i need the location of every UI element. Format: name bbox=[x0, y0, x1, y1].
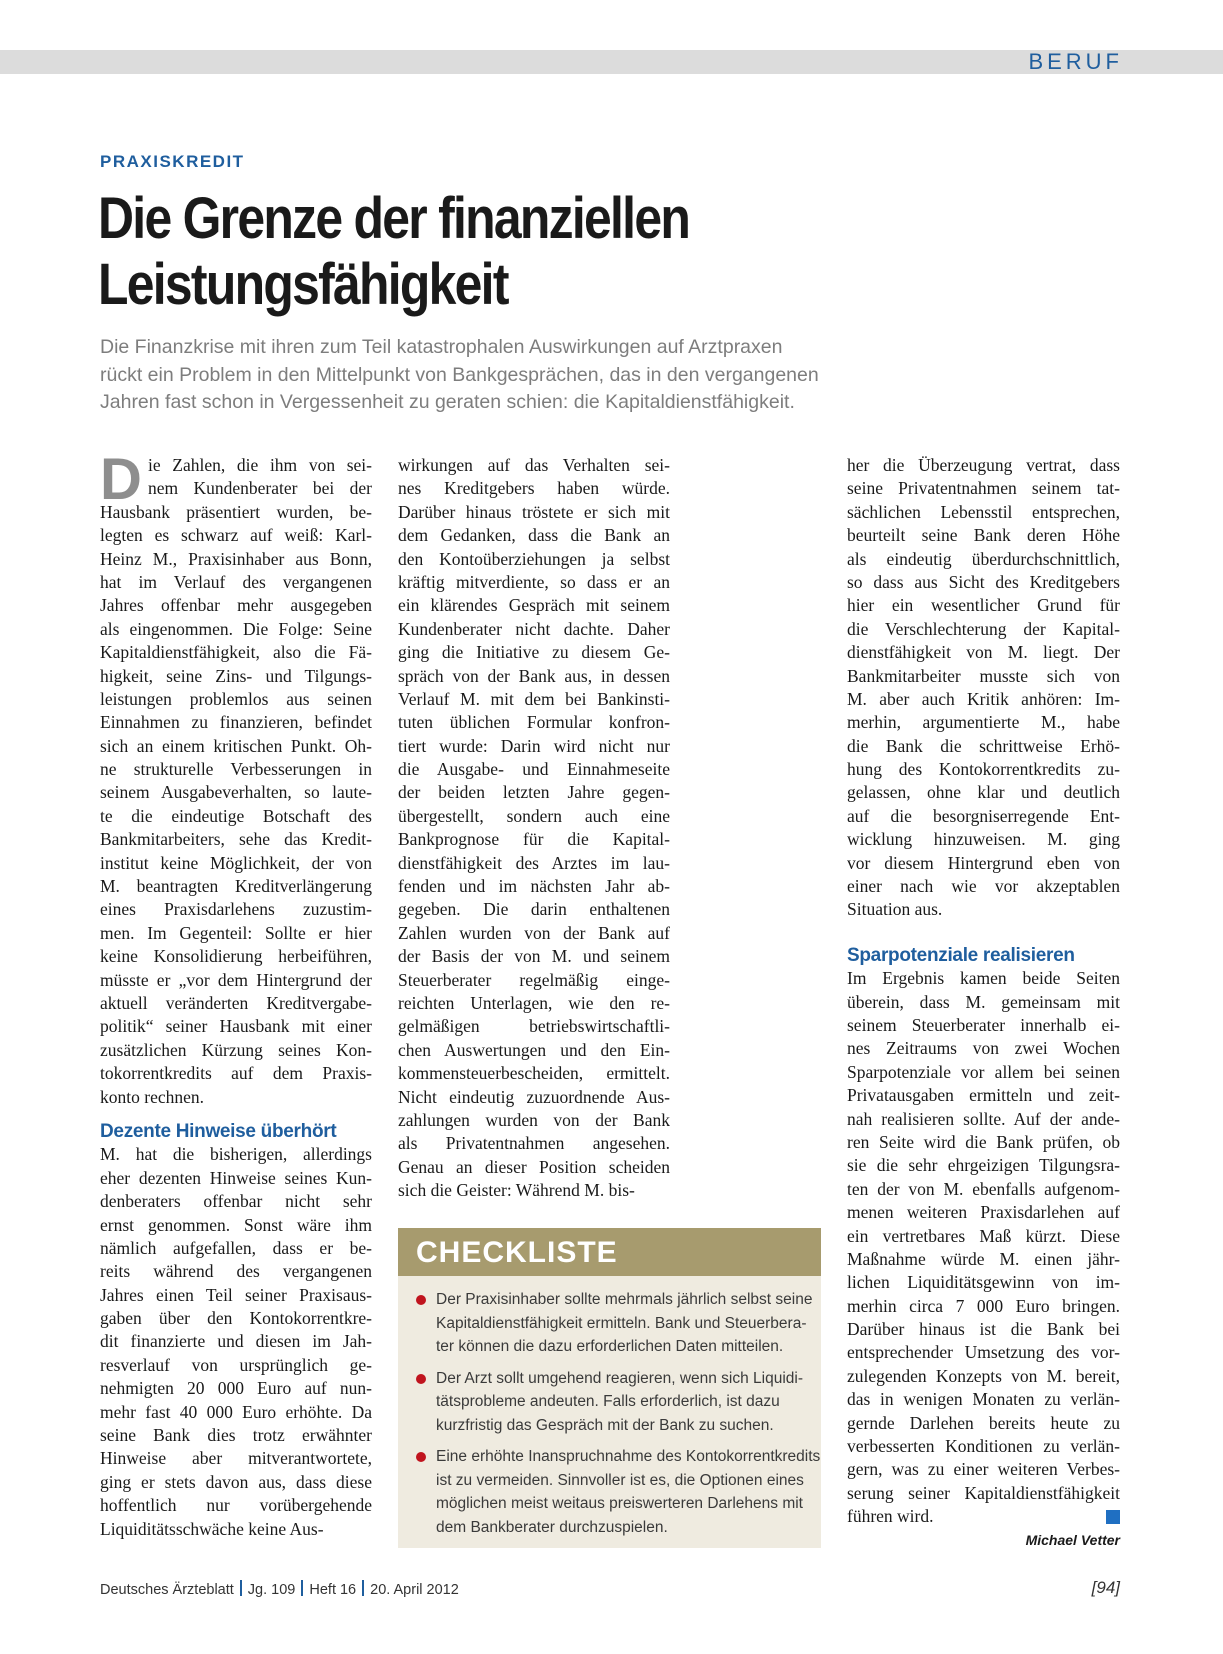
text-line: Privatausgaben ermitteln und zeit- bbox=[847, 1085, 1120, 1106]
footer-separator bbox=[301, 1580, 303, 1596]
journal-issue: Heft 16 bbox=[309, 1582, 357, 1598]
text-line: Kundenberater nicht dachte. Daher bbox=[398, 618, 670, 639]
text-line: die Bank die schrittweise Erhö- bbox=[847, 735, 1120, 756]
text-line: auf die besorgniserregende Ent- bbox=[847, 805, 1120, 826]
text-line: Bankprognose für die Kapital- bbox=[398, 829, 670, 850]
lead-line: Die Finanzkrise mit ihren zum Teil katastrophalen Auswirkungen auf Arztpraxen bbox=[100, 336, 783, 358]
text-line: den Kontoüberziehungen ja selbst bbox=[398, 548, 670, 569]
text-line: vor diesem Hintergrund eben von bbox=[847, 852, 1120, 873]
text-line: zulegenden Konzepts von M. bereit, bbox=[847, 1365, 1120, 1386]
text-line: Jahres einen Teil seiner Praxisaus- bbox=[100, 1284, 372, 1305]
subheading-sparpotenziale: Sparpotenziale realisieren bbox=[847, 944, 1075, 966]
text-line: als eingenommen. Die Folge: Seine bbox=[100, 618, 372, 639]
checklist-line: ist zu vermeiden. Sinnvoller ist es, die Optionen eines bbox=[436, 1471, 804, 1489]
journal-date: 20. April 2012 bbox=[370, 1582, 459, 1598]
section-label: BERUF bbox=[1028, 49, 1123, 74]
text-line: Sparpotenziale vor allem bei seinen bbox=[847, 1061, 1120, 1082]
checklist-line: Der Arzt sollt umgehend reagieren, wenn sich Liquidi- bbox=[436, 1369, 804, 1387]
text-line: nes Kreditgebers haben würde. bbox=[398, 478, 670, 499]
checklist-box bbox=[398, 1228, 821, 1548]
text-line: das in wenigen Monaten zu verlän- bbox=[847, 1389, 1120, 1410]
text-line: serung seiner Kapitaldienstfähigkeit bbox=[847, 1482, 1120, 1503]
text-line: gelmäßigen betriebswirtschaftli- bbox=[398, 1016, 670, 1037]
text-line: übergestellt, sondern auch eine bbox=[398, 805, 670, 826]
text-line: fenden und im nächsten Jahr ab- bbox=[398, 876, 670, 897]
checklist-line: Der Praxisinhaber sollte mehrmals jährlich selbst seine bbox=[436, 1291, 813, 1308]
text-line: te die eindeutige Botschaft des bbox=[100, 805, 372, 826]
text-line: kräftig mitverdiente, so dass er an bbox=[398, 571, 670, 592]
checklist-line: ter können die dazu erforderlichen Daten mitteilen. bbox=[436, 1338, 784, 1355]
text-line: Maßnahme würde M. einen jähr- bbox=[847, 1248, 1120, 1269]
text-line: legten es schwarz auf weiß: Karl- bbox=[100, 525, 372, 546]
text-line: merhin circa 7 000 Euro bringen. bbox=[847, 1295, 1120, 1316]
subheading-dezente-hinweise: Dezente Hinweise überhört bbox=[100, 1120, 337, 1142]
checklist-line: Kapitaldienstfähigkeit ermitteln. Bank und Steuerbera- bbox=[436, 1314, 807, 1332]
text-line: Hinweise aber mitverantwortete, bbox=[100, 1448, 372, 1469]
text-line: M. aber auch Kritik anhören: Im- bbox=[847, 688, 1120, 709]
text-line: nes Zeitraums von zwei Wochen bbox=[847, 1038, 1120, 1059]
text-line: gelassen, ohne klar und deutlich bbox=[847, 782, 1120, 803]
text-line: Verlauf M. mit dem bei Bankinsti- bbox=[398, 688, 670, 709]
text-line: ten der von M. ebenfalls aufgenom- bbox=[847, 1178, 1120, 1199]
text-line: Darüber hinaus ist die Bank bei bbox=[847, 1319, 1120, 1340]
paragraph bbox=[100, 447, 372, 1109]
text-line: nämlich aufgefallen, dass er be- bbox=[100, 1237, 372, 1258]
paragraph bbox=[847, 967, 1120, 1528]
text-line: Jahres offenbar mehr ausgegeben bbox=[100, 595, 372, 616]
text-line: ging er stets davon aus, dass diese bbox=[100, 1471, 372, 1492]
footer-separator bbox=[362, 1580, 364, 1596]
text-line: eher dezenten Hinweise seines Kun- bbox=[100, 1167, 372, 1188]
text-line: tokorrentkredits auf dem Praxis- bbox=[100, 1063, 372, 1084]
text-line: hung des Kontokorrentkredits zu- bbox=[847, 759, 1120, 780]
text-line: als eindeutig überdurchschnittlich, bbox=[847, 548, 1120, 569]
text-line: aktuell veränderten Kreditvergabe- bbox=[100, 992, 372, 1013]
text-line: verbesserten Konditionen zu verlän- bbox=[847, 1436, 1120, 1457]
text-column-2 bbox=[398, 454, 670, 1203]
text-line: sie die sehr ehrgeizigen Tilgungsra- bbox=[847, 1155, 1120, 1176]
text-line: Liquiditätsschwäche keine Aus- bbox=[100, 1518, 324, 1539]
text-line: dit finanzierte und diesen im Jah- bbox=[100, 1331, 372, 1352]
text-line: hier ein wesentlicher Grund für bbox=[847, 595, 1120, 616]
text-line: hat im Verlauf des vergangenen bbox=[100, 571, 372, 592]
text-line: einer nach wie vor akzeptablen bbox=[847, 876, 1120, 897]
text-line: menen weiteren Praxisdarlehen auf bbox=[847, 1202, 1120, 1223]
paragraph bbox=[100, 1143, 372, 1541]
checklist-line: möglichen meist weitaus preiswerteren Darlehens mit bbox=[436, 1495, 803, 1512]
text-line: nah realisieren sollte. Auf der ande- bbox=[847, 1108, 1120, 1129]
text-line: überein, dass M. gemeinsam mit bbox=[847, 991, 1120, 1012]
lead-line: Jahren fast schon in Vergessenheit zu geraten schien: die Kapitaldienstfähigkeit. bbox=[100, 391, 795, 413]
text-line: ein vertretbares Maß kürzt. Diese bbox=[847, 1225, 1120, 1246]
text-line: tuten üblichen Formular konfron- bbox=[398, 712, 670, 733]
bullet-icon bbox=[416, 1452, 426, 1462]
footer bbox=[100, 1580, 459, 1598]
text-line: so dass aus Sicht des Kreditgebers bbox=[847, 571, 1120, 592]
text-line: her die Überzeugung vertrat, dass bbox=[847, 455, 1120, 475]
text-line: ein klärendes Gespräch mit seinem bbox=[398, 595, 670, 616]
text-line: ren Seite wird die Bank prüfen, ob bbox=[847, 1131, 1120, 1152]
checklist-item bbox=[416, 1445, 821, 1539]
text-line: M. beantragten Kreditverlängerung bbox=[100, 876, 372, 897]
end-mark-icon bbox=[1106, 1510, 1120, 1524]
text-line: wirkungen auf das Verhalten sei- bbox=[398, 455, 670, 475]
text-line: ie Zahlen, die ihm von sei- bbox=[148, 455, 372, 475]
text-line: reichten Unterlagen, wie den re- bbox=[398, 992, 670, 1013]
text-line: Hausbank präsentiert wurden, be- bbox=[100, 501, 372, 522]
text-line: sich die Geister: Während M. bis- bbox=[398, 1180, 635, 1201]
author: Michael Vetter bbox=[1025, 1532, 1120, 1548]
text-line: der beiden letzten Jahre gegen- bbox=[398, 782, 670, 803]
text-line: reits während des vergangenen bbox=[100, 1261, 372, 1282]
title-line: Leistungsfähigkeit bbox=[98, 252, 508, 317]
bullet-icon bbox=[416, 1374, 426, 1384]
text-line: als Privatentnahmen angesehen. bbox=[398, 1133, 670, 1154]
text-line: higkeit, seine Zins- und Tilgungs- bbox=[100, 665, 372, 686]
text-line: sich an einem kritischen Punkt. Oh- bbox=[100, 735, 372, 756]
article-title bbox=[98, 186, 689, 318]
text-line: Darüber hinaus tröstete er sich mit bbox=[398, 501, 670, 522]
text-line: resverlauf von ursprünglich ge- bbox=[100, 1354, 372, 1375]
checklist-title: CHECKLISTE bbox=[416, 1236, 618, 1269]
page-number: [94] bbox=[1091, 1578, 1120, 1597]
text-line: chen Auswertungen und den Ein- bbox=[398, 1039, 670, 1060]
text-line: Im Ergebnis kamen beide Seiten bbox=[847, 968, 1120, 989]
text-line: gaben über den Kontokorrentkre- bbox=[100, 1308, 372, 1329]
text-line: zahlungen wurden von der Bank bbox=[398, 1109, 670, 1130]
checklist-header bbox=[398, 1228, 821, 1276]
text-line: lichen Liquiditätsgewinn von im- bbox=[847, 1272, 1120, 1293]
text-line: entsprechender Umsetzung des vor- bbox=[847, 1342, 1120, 1363]
text-line: merhin, argumentierte M., habe bbox=[847, 712, 1120, 733]
text-line: Nicht eindeutig zuzuordnende Aus- bbox=[398, 1086, 670, 1107]
text-line: dem Gedanken, dass die Bank an bbox=[398, 525, 670, 546]
text-line: nem Kundenberater bei der bbox=[148, 478, 372, 499]
journal-name: Deutsches Ärzteblatt bbox=[100, 1582, 234, 1598]
text-line: seinem Ausgabeverhalten, so laute- bbox=[100, 782, 372, 803]
checklist-line: Eine erhöhte Inanspruchnahme des Kontokorrentkredits bbox=[436, 1448, 821, 1465]
text-line: mehr fast 40 000 Euro erhöhte. Da bbox=[100, 1401, 372, 1422]
text-line: ging die Initiative zu diesem Ge- bbox=[398, 642, 670, 663]
text-line: Steuerberater regelmäßig einge- bbox=[398, 969, 670, 990]
text-column-1 bbox=[100, 447, 372, 1541]
text-line: beurteilt seine Bank deren Höhe bbox=[847, 525, 1120, 546]
text-line: politik“ seiner Hausbank mit einer bbox=[100, 1016, 372, 1037]
text-line: sächlichen Lebensstil entsprechen, bbox=[847, 501, 1120, 522]
text-column-3 bbox=[847, 454, 1120, 1529]
checklist-item bbox=[416, 1367, 811, 1438]
text-line: Genau an dieser Position scheiden bbox=[398, 1156, 670, 1177]
text-line: dienstfähigkeit des Arztes im lau- bbox=[398, 852, 670, 873]
text-line: M. hat die bisherigen, allerdings bbox=[100, 1144, 372, 1165]
text-line: seinem Steuerberater innerhalb ei- bbox=[847, 1014, 1120, 1035]
text-line: Zahlen wurden von der Bank auf bbox=[398, 922, 670, 943]
text-line: keine Konsolidierung herbeiführen, bbox=[100, 946, 372, 967]
paragraph bbox=[398, 454, 670, 1203]
text-line: müsste er „vor dem Hintergrund der bbox=[100, 969, 372, 990]
text-line: gern, was zu einer weiteren Verbes- bbox=[847, 1459, 1120, 1480]
text-line: die Ausgabe- und Einnahmeseite bbox=[398, 759, 670, 780]
text-line: gernde Darlehen bereits heute zu bbox=[847, 1412, 1120, 1433]
lead-line: rückt ein Problem in den Mittelpunkt von Bankgesprächen, das in den vergangenen bbox=[100, 363, 819, 386]
text-line: Situation aus. bbox=[847, 899, 943, 920]
text-line: hoffentlich nur vorübergehende bbox=[100, 1495, 372, 1516]
text-line: seine Privatentnahmen seinem tat- bbox=[847, 478, 1120, 499]
checklist-items bbox=[398, 1276, 821, 1539]
journal-volume: Jg. 109 bbox=[247, 1582, 296, 1598]
article-kicker: PRAXISKREDIT bbox=[100, 152, 245, 171]
article-lead bbox=[100, 334, 980, 417]
text-line: die Verschlechterung der Kapital- bbox=[847, 618, 1120, 639]
text-line: spräch von der Bank aus, in dessen bbox=[398, 665, 670, 686]
checklist-line: dem Bankberater durchzuspielen. bbox=[436, 1518, 668, 1536]
paragraph bbox=[847, 454, 1120, 922]
text-line: Kapitaldienstfähigkeit, also die Fä- bbox=[100, 642, 372, 663]
title-line: Die Grenze der finanziellen bbox=[98, 186, 690, 251]
text-line: Bankmitarbeiters, sehe das Kredit- bbox=[100, 829, 372, 850]
text-line: Heinz M., Praxisinhaber aus Bonn, bbox=[100, 548, 372, 569]
text-line: seine Bank dies trotz erwähnter bbox=[100, 1425, 372, 1446]
dropcap: D bbox=[100, 447, 142, 512]
text-line: gegeben. Die darin enthaltenen bbox=[398, 899, 670, 920]
text-line: führen wird. bbox=[847, 1506, 934, 1527]
text-line: Einnahmen zu finanzieren, befindet bbox=[100, 712, 372, 733]
text-line: eines Praxisdarlehens zuzustim- bbox=[100, 899, 372, 920]
text-line: ne strukturelle Verbesserungen in bbox=[100, 759, 372, 780]
text-line: ernst genommen. Sonst wäre ihm bbox=[100, 1214, 372, 1235]
text-line: Bankmitarbeiter musste sich von bbox=[847, 665, 1120, 686]
text-line: institut keine Möglichkeit, der von bbox=[100, 852, 372, 873]
text-line: konto rechnen. bbox=[100, 1086, 204, 1107]
text-line: dienstfähigkeit von M. liegt. Der bbox=[847, 642, 1120, 663]
text-line: wicklung hinzuweisen. M. ging bbox=[847, 829, 1120, 850]
text-line: kommensteuerbescheiden, ermittelt. bbox=[398, 1063, 670, 1084]
text-line: men. Im Gegenteil: Sollte er hier bbox=[100, 922, 372, 943]
text-line: der Basis der von M. und seinem bbox=[398, 946, 670, 967]
text-line: denberaters offenbar nicht sehr bbox=[100, 1191, 372, 1212]
text-line: nehmigten 20 000 Euro auf nun- bbox=[100, 1378, 372, 1399]
text-line: tiert wurde: Darin wird nicht nur bbox=[398, 735, 670, 756]
bullet-icon bbox=[416, 1295, 426, 1305]
text-line: leistungen problemlos aus seinen bbox=[100, 688, 372, 709]
checklist-line: tätsprobleme andeuten. Falls erforderlich, ist dazu bbox=[436, 1393, 780, 1410]
checklist-line: kurzfristig das Gespräch mit der Bank zu suchen. bbox=[436, 1416, 774, 1434]
checklist-item bbox=[416, 1288, 811, 1359]
text-line: zusätzlichen Kürzung seines Kon- bbox=[100, 1039, 372, 1060]
footer-separator bbox=[240, 1580, 242, 1596]
